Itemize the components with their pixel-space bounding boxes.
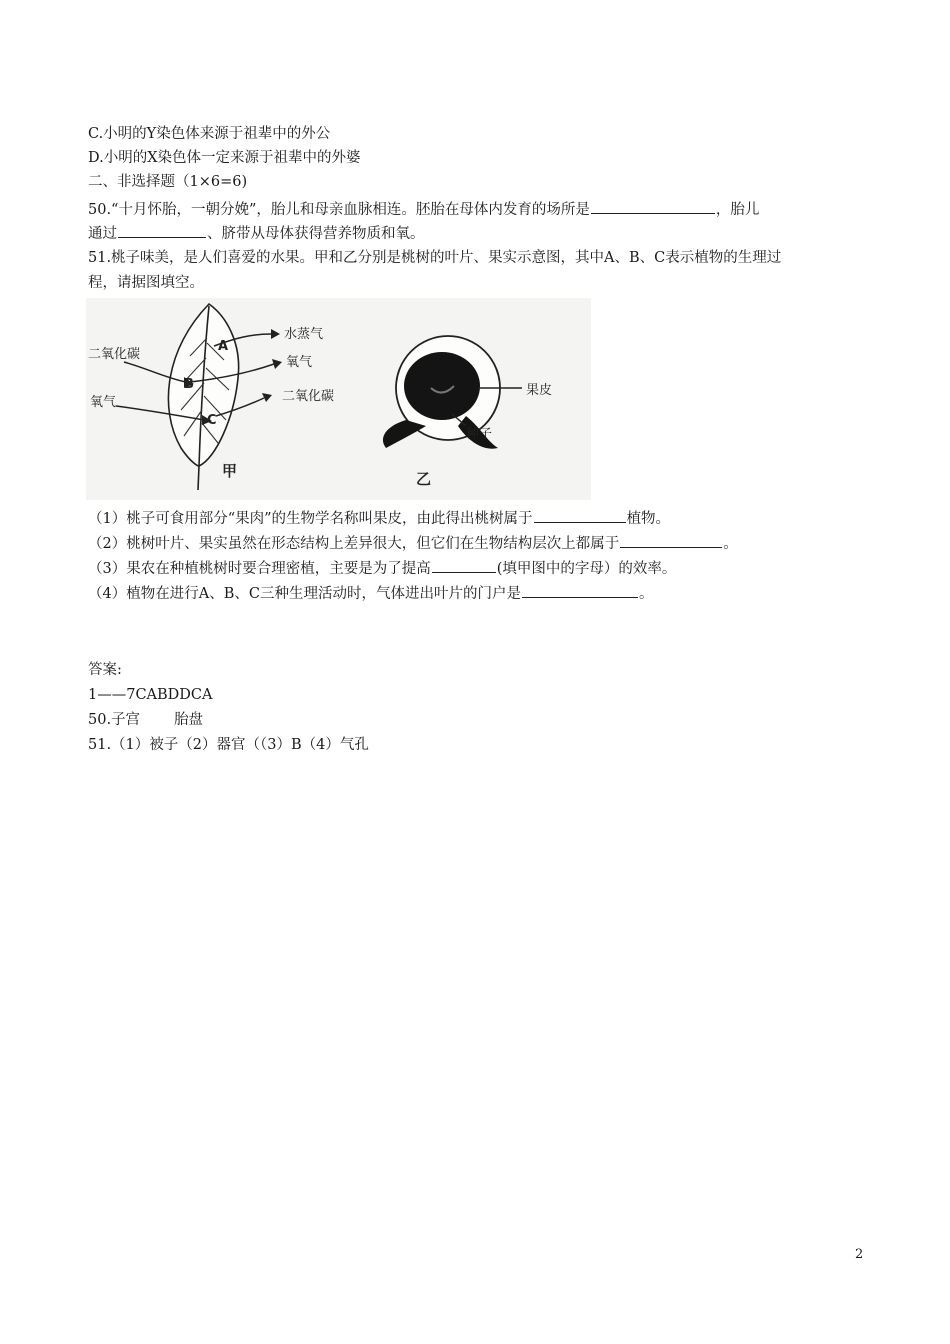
answer-text: 50.子宫 xyxy=(88,712,141,728)
answer-blank xyxy=(591,199,715,214)
question-50-line1 xyxy=(88,199,759,220)
answer-blank xyxy=(522,583,638,598)
label-peel: 果皮 xyxy=(526,383,553,398)
label-water-vapor: 水蒸气 xyxy=(284,327,324,342)
figure-background xyxy=(86,298,591,500)
question-50-text: 通过 xyxy=(88,226,117,242)
question-text: （1）桃子可食用部分“果肉”的生物学名称叫果皮，由此得出桃树属于 xyxy=(88,511,533,527)
fruit-seed-core xyxy=(404,352,480,420)
answer-blank xyxy=(620,533,722,548)
question-50-text: 、脐带从母体获得营养物质和氧。 xyxy=(207,226,425,242)
label-left-o2: 氧气 xyxy=(90,395,117,410)
section-title: 二、非选择题（1×6=6) xyxy=(88,174,248,190)
question-text: （3）果农在种植桃树时要合理密植，主要是为了提高 xyxy=(88,561,431,577)
question-50-line2 xyxy=(88,223,425,244)
caption-fruit: 乙 xyxy=(416,470,432,488)
caption-leaf: 甲 xyxy=(222,462,238,480)
question-51-intro-cont: 程，请据图填空。 xyxy=(88,275,204,291)
label-right-co2: 二氧化碳 xyxy=(282,389,335,404)
answer-blank xyxy=(432,558,496,573)
question-51-sub1 xyxy=(88,508,670,529)
question-text: （2）桃树叶片、果实虽然在形态结构上差异很大，但它们在生物结构层次上都属于 xyxy=(88,536,620,552)
answer-blank xyxy=(118,223,206,238)
question-51-sub3 xyxy=(88,558,676,579)
label-left-co2: 二氧化碳 xyxy=(88,347,141,362)
answers-line-3: 51.（1）被子（2）器官（（3）B（4）气孔 xyxy=(88,737,369,753)
question-50-text: 50.“十月怀胎，一朝分娩”，胎儿和母亲血脉相连。胚胎在母体内发育的场所是 xyxy=(88,202,590,218)
question-51-intro: 51.桃子味美，是人们喜爱的水果。甲和乙分别是桃树的叶片、果实示意图，其中A、B、C表示植物的生理过 xyxy=(88,250,782,266)
label-process-a: A xyxy=(218,339,229,354)
label-seed: 种子 xyxy=(466,427,493,442)
question-50-text: ，胎儿 xyxy=(715,202,760,218)
question-text: 植物。 xyxy=(626,511,671,527)
answers-line-1: 1——7CABDDCA xyxy=(88,687,213,703)
answers-heading: 答案: xyxy=(88,662,122,678)
option-d: D.小明的X染色体一定来源于祖辈中的外婆 xyxy=(88,150,361,166)
question-51-sub4 xyxy=(88,583,653,604)
answers-line-2 xyxy=(88,710,203,730)
question-51-sub2 xyxy=(88,533,738,554)
question-text: 。 xyxy=(723,536,738,552)
question-text: （4）植物在进行A、B、C三种生理活动时，气体进出叶片的门户是 xyxy=(88,586,521,602)
page-number: 2 xyxy=(855,1247,864,1262)
figure-svg xyxy=(86,298,591,500)
question-text: (填甲图中的字母）的效率。 xyxy=(496,561,677,577)
figure-leaf-and-fruit xyxy=(86,298,591,500)
answer-text: 胎盘 xyxy=(174,712,204,728)
label-process-c: C xyxy=(207,413,217,428)
option-c: C.小明的Y染色体来源于祖辈中的外公 xyxy=(88,126,331,142)
label-right-o2: 氧气 xyxy=(286,355,313,370)
label-process-b: B xyxy=(184,377,194,392)
answer-blank xyxy=(534,508,626,523)
question-text: 。 xyxy=(638,586,654,602)
